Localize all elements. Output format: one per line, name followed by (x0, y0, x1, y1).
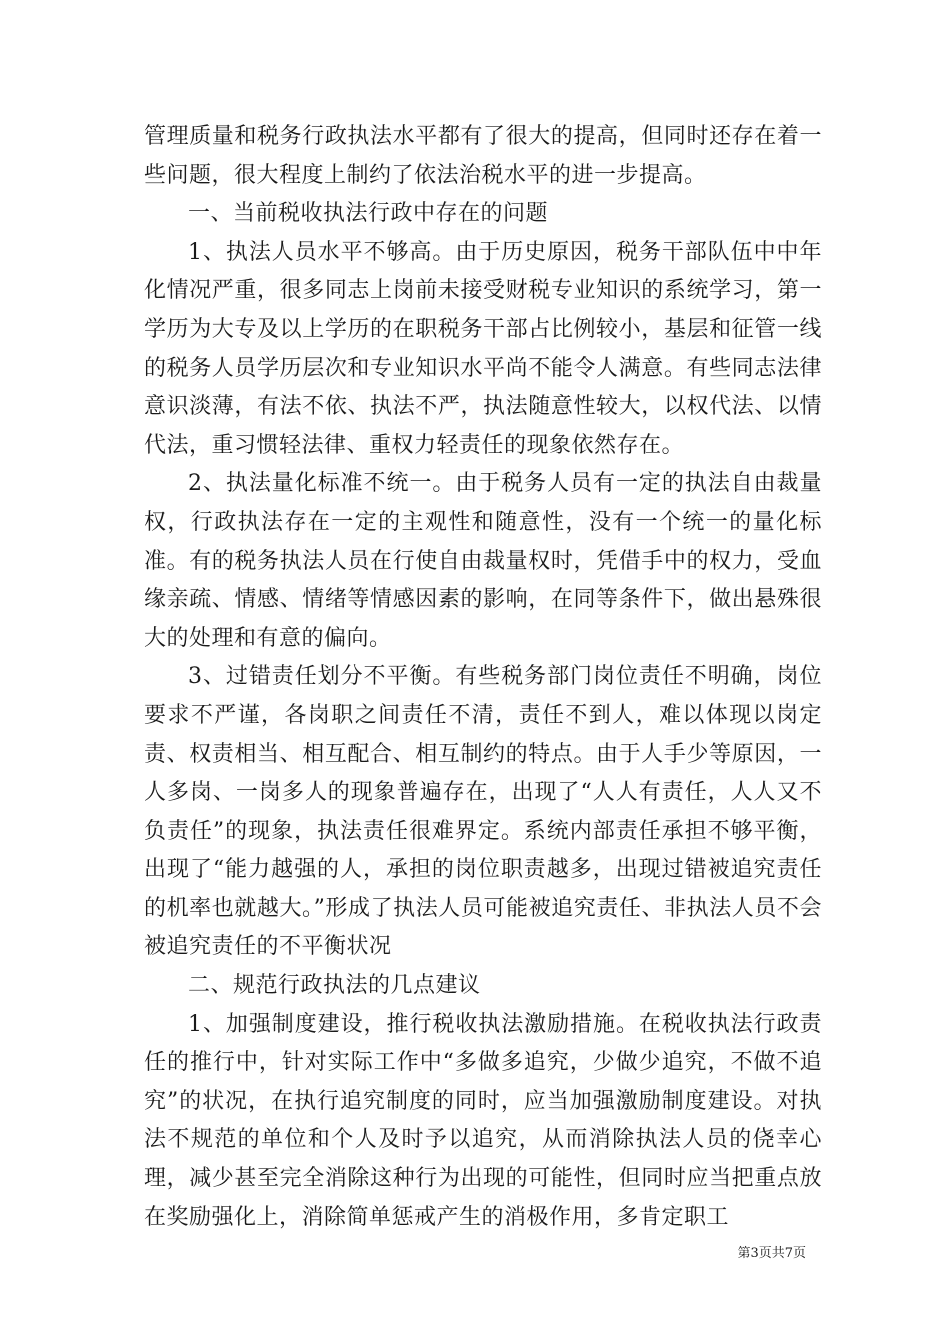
paragraph-problem-2: 2、执法量化标准不统一。由于税务人员有一定的执法自由裁量权，行政执法存在一定的主观性和随意性，没有一个统一的量化标准。有的税务执法人员在行使自由裁量权时，凭借手中的权力，受血缘亲疏、情感、情绪等情感因素的影响，在同等条件下，做出悬殊很大的处理和有意的偏向。 (144, 471, 822, 651)
page-number-footer: 第3页共7页 (737, 1246, 806, 1261)
paragraph-problem-1: 1、执法人员水平不够高。由于历史原因，税务干部队伍中中年化情况严重，很多同志上岗前未接受财税专业知识的系统学习，第一学历为大专及以上学历的在职税务干部占比例较小，基层和征管一线的税务人员学历层次和专业知识水平尚不能令人满意。有些同志法律意识淡薄，有法不依、执法不严，执法随意性较大，以权代法、以情代法，重习惯轻法律、重权力轻责任的现象依然存在。 (144, 239, 822, 458)
section-heading-problems: 一、当前税收执法行政中存在的问题 (188, 201, 549, 227)
document-body (144, 118, 822, 1237)
paragraph-suggestion-1: 1、加强制度建设，推行税收执法激励措施。在税收执法行政责任的推行中，针对实际工作中“多做多追究，少做少追究，不做不追究”的状况，在执行追究制度的同时，应当加强激励制度建设。对执法不规范的单位和个人及时予以追究，从而消除执法人员的侥幸心理，减少甚至完全消除这种行为出现的可能性，但同时应当把重点放在奖励强化上，消除简单惩戒产生的消极作用，多肯定职工 (144, 1011, 822, 1230)
paragraph-continued: 管理质量和税务行政执法水平都有了很大的提高，但同时还存在着一些问题，很大程度上制约了依法治税水平的进一步提高。 (144, 124, 822, 188)
paragraph-problem-3: 3、过错责任划分不平衡。有些税务部门岗位责任不明确，岗位要求不严谨，各岗职之间责任不清，责任不到人，难以体现以岗定责、权责相当、相互配合、相互制约的特点。由于人手少等原因，一人多岗、一岗多人的现象普遍存在，出现了“人人有责任，人人又不负责任”的现象，执法责任很难界定。系统内部责任承担不够平衡，出现了“能力越强的人，承担的岗位职责越多，出现过错被追究责任的机率也就越大。”形成了执法人员可能被追究责任、非执法人员不会被追究责任的不平衡状况 (144, 664, 822, 960)
section-heading-suggestions: 二、规范行政执法的几点建议 (188, 973, 481, 999)
